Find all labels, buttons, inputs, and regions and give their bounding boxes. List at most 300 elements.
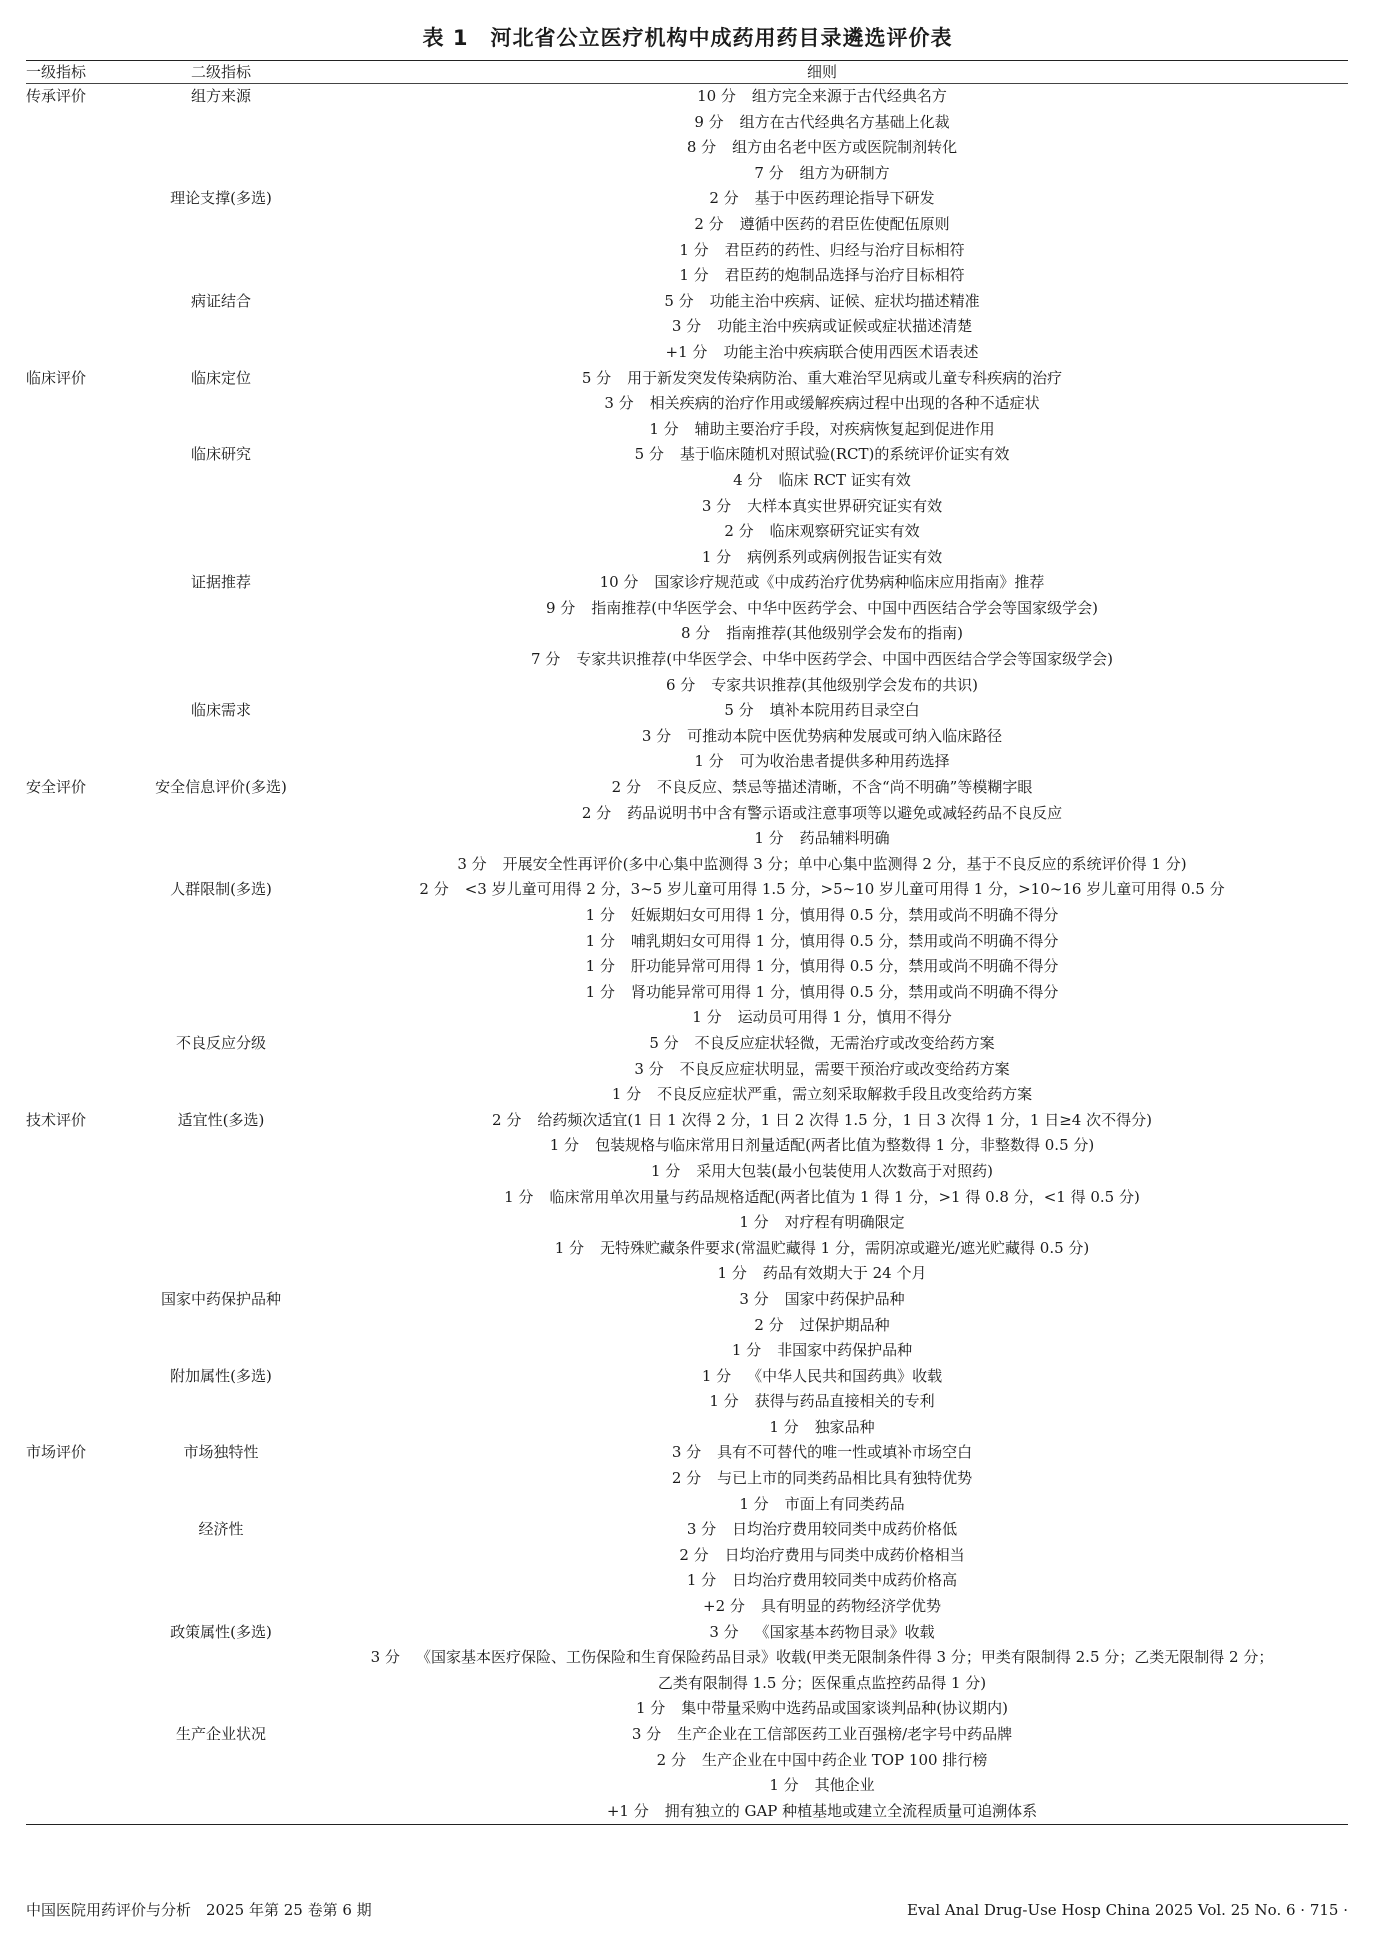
table-row <box>26 1594 1348 1620</box>
detail-cell <box>296 1287 1348 1313</box>
table-row <box>26 1313 1348 1339</box>
level1-cell: 安全评价 <box>26 778 87 797</box>
criterion-text: 集中带量采购中选药品或国家谈判品种(协议期内) <box>681 1699 1009 1718</box>
level2-cell: 证据推荐 <box>190 573 251 592</box>
score: 1 分 <box>650 1161 681 1180</box>
criterion-text: 用于新发突发传染病防治、重大难治罕见病或儿童专科疾病的治疗 <box>627 368 1063 387</box>
criterion-text: 功能主治中疾病联合使用西医术语表述 <box>723 342 979 361</box>
score: 2 分 <box>419 880 449 899</box>
level2-cell: 国家中药保护品种 <box>160 1289 281 1308</box>
table-row <box>26 724 1348 750</box>
level2-cell: 不良反应分级 <box>175 1033 266 1052</box>
table-row <box>26 1671 1348 1697</box>
level2-cell: 临床研究 <box>190 445 251 464</box>
table-row <box>26 826 1348 852</box>
table-row <box>26 1773 1348 1799</box>
score: 3 分 <box>457 854 487 873</box>
table-row <box>26 1133 1348 1159</box>
detail-cell <box>296 1338 1348 1364</box>
criterion-text: 获得与药品直接相关的专利 <box>754 1392 935 1411</box>
score: 9 分 <box>545 598 576 617</box>
criterion-text: 生产企业在中国中药企业 TOP 100 排行榜 <box>701 1750 988 1769</box>
table-row <box>26 903 1348 929</box>
level2-cell: 病证结合 <box>190 291 251 310</box>
score: 2 分 <box>694 214 724 233</box>
score: 1 分 <box>701 547 732 566</box>
criterion-text: 基于临床随机对照试验(RCT)的系统评价证实有效 <box>679 445 1010 464</box>
detail-cell <box>296 1466 1348 1492</box>
detail-cell <box>296 724 1348 750</box>
score: 1 分 <box>739 1213 769 1232</box>
table-row <box>26 1185 1348 1211</box>
table-row <box>26 596 1348 622</box>
detail-cell <box>296 366 1348 392</box>
criterion-text: 独家品种 <box>814 1417 875 1436</box>
detail-cell <box>296 1031 1348 1057</box>
criterion-text: 肝功能异常可用得 1 分，慎用得 0.5 分，禁用或尚不明确不得分 <box>630 957 1059 976</box>
evaluation-table <box>26 60 1348 1825</box>
table-row <box>26 749 1348 775</box>
detail-cell <box>296 749 1348 775</box>
criterion-text: 功能主治中疾病、证候、症状均描述精准 <box>709 291 980 310</box>
criterion-text: 指南推荐(中华医学会、中华中医药学会、中国中西医结合学会等国家级学会) <box>591 598 1099 617</box>
criterion-text: 药品说明书中含有警示语或注意事项等以避免或减轻药品不良反应 <box>627 803 1063 822</box>
detail-cell <box>296 698 1348 724</box>
score: +2 分 <box>703 1597 745 1616</box>
criterion-text: 专家共识推荐(其他级别学会发布的共识) <box>711 675 979 694</box>
table-row <box>26 1543 1348 1569</box>
score: 5 分 <box>724 701 754 720</box>
bottom-rule <box>26 1824 1348 1825</box>
table-row <box>26 673 1348 699</box>
level2-cell: 市场独特性 <box>183 1443 259 1462</box>
score: 3 分 <box>634 1059 664 1078</box>
criterion-text: 可推动本院中医优势病种发展或可纳入临床路径 <box>687 726 1003 745</box>
criterion-text: 具有不可替代的唯一性或填补市场空白 <box>717 1443 973 1462</box>
score: 8 分 <box>686 138 717 157</box>
score: 6 分 <box>665 675 696 694</box>
criterion-text: 药品有效期大于 24 个月 <box>762 1264 927 1283</box>
criterion-text: 包装规格与临床常用日剂量适配(两者比值为整数得 1 分，非整数得 0.5 分) <box>595 1136 1095 1155</box>
score: 5 分 <box>581 368 612 387</box>
criterion-text: 组方完全来源于古代经典名方 <box>751 87 947 105</box>
detail-cell <box>296 1568 1348 1594</box>
criterion-text: 乙类有限制得 1.5 分；医保重点监控药品得 1 分) <box>657 1673 987 1692</box>
table-row <box>26 1517 1348 1543</box>
detail-cell <box>296 289 1348 315</box>
table-row <box>26 1057 1348 1083</box>
detail-cell <box>296 263 1348 289</box>
detail-cell <box>296 186 1348 212</box>
detail-cell <box>296 494 1348 520</box>
table-row <box>26 1005 1348 1031</box>
score: 1 分 <box>585 931 615 950</box>
table-row <box>26 442 1348 468</box>
score: 3 分 <box>701 496 732 515</box>
score: 1 分 <box>585 957 615 976</box>
table-row <box>26 1261 1348 1287</box>
table-row <box>26 1364 1348 1390</box>
criterion-text: 组方在古代经典名方基础上化裁 <box>739 112 950 131</box>
score: +1 分 <box>606 1801 649 1820</box>
page-footer <box>26 1898 1348 1922</box>
criterion-text: 可为收治患者提供多种用药选择 <box>739 752 950 771</box>
score: 1 分 <box>694 752 724 771</box>
score: 9 分 <box>694 112 724 131</box>
criterion-text: 《国家基本药物目录》收载 <box>754 1622 935 1641</box>
table-row <box>26 647 1348 673</box>
criterion-text: 采用大包装(最小包装使用人次数高于对照药) <box>696 1161 994 1180</box>
score: 10 分 <box>697 87 736 105</box>
criterion-text: 指南推荐(其他级别学会发布的指南) <box>726 624 964 643</box>
score: 5 分 <box>649 1033 679 1052</box>
criterion-text: 国家中药保护品种 <box>784 1289 905 1308</box>
detail-cell <box>296 1517 1348 1543</box>
score: 1 分 <box>649 419 679 438</box>
detail-cell <box>296 775 1348 801</box>
table-row <box>26 1415 1348 1441</box>
detail-cell <box>296 1696 1348 1722</box>
journal-name-en-page: Eval Anal Drug-Use Hosp China 2025 Vol. 25 No. 6 · 715 · <box>907 1901 1348 1919</box>
criterion-text: 临床常用单次用量与药品规格适配(两者比值为 1 得 1 分，>1 得 0.8 分，<1 得 0.5 分) <box>549 1187 1140 1206</box>
score: +1 分 <box>665 342 708 361</box>
score: 1 分 <box>709 1392 739 1411</box>
level2-cell: 经济性 <box>198 1520 244 1539</box>
header-level1: 一级指标 <box>26 63 87 81</box>
criterion-text: 与已上市的同类药品相比具有独特优势 <box>717 1469 973 1488</box>
score: 3 分 <box>631 1725 662 1743</box>
criterion-text: 肾功能异常可用得 1 分，慎用得 0.5 分，禁用或尚不明确不得分 <box>630 982 1059 1001</box>
level1-cell: 临床评价 <box>26 368 87 387</box>
criterion-text: 具有明显的药物经济学优势 <box>760 1597 941 1616</box>
table-row <box>26 417 1348 443</box>
detail-cell <box>296 1313 1348 1339</box>
detail-cell <box>296 1620 1348 1646</box>
level2-cell: 安全信息评价(多选) <box>155 778 287 797</box>
detail-cell <box>296 1057 1348 1083</box>
table-row <box>26 263 1348 289</box>
table-row <box>26 698 1348 724</box>
detail-cell <box>296 1645 1348 1671</box>
score: 3 分 <box>370 1648 400 1667</box>
score: 10 分 <box>599 573 639 592</box>
detail-cell <box>296 84 1348 110</box>
criterion-text: 大样本真实世界研究证实有效 <box>747 496 943 515</box>
table-row <box>26 1031 1348 1057</box>
detail-cell <box>296 238 1348 264</box>
criterion-text: 不良反应症状轻微，无需治疗或改变给药方案 <box>694 1033 995 1052</box>
score: 1 分 <box>731 1341 762 1360</box>
score: 5 分 <box>664 291 694 310</box>
score: 2 分 <box>724 522 754 541</box>
criterion-text: 君臣药的炮制品选择与治疗目标相符 <box>724 266 965 285</box>
criterion-text: 给药频次适宜(1 日 1 次得 2 分，1 日 2 次得 1.5 分，1 日 3 次得 1 分，1 日≥4 次不得分) <box>537 1110 1152 1129</box>
criterion-text: 不良反应症状严重，需立刻采取解救手段且改变给药方案 <box>657 1085 1033 1104</box>
score: 1 分 <box>635 1699 666 1718</box>
criterion-text: 其他企业 <box>814 1776 875 1795</box>
detail-cell <box>296 110 1348 136</box>
detail-cell <box>296 1389 1348 1415</box>
table-row <box>26 570 1348 596</box>
criterion-text: 组方为研制方 <box>799 163 890 182</box>
score: 1 分 <box>679 266 709 285</box>
detail-cell <box>296 1236 1348 1262</box>
table-row <box>26 980 1348 1006</box>
detail-cell <box>296 954 1348 980</box>
detail-cell <box>296 340 1348 366</box>
table-row <box>26 1645 1348 1671</box>
level2-cell: 组方来源 <box>190 87 251 105</box>
detail-cell <box>296 1671 1348 1697</box>
level1-cell: 传承评价 <box>26 87 87 105</box>
table-row <box>26 110 1348 136</box>
score: 1 分 <box>585 982 615 1001</box>
score: 2 分 <box>679 1545 709 1564</box>
level2-cell: 临床需求 <box>190 701 251 720</box>
detail-cell <box>296 621 1348 647</box>
table-row <box>26 621 1348 647</box>
score: 3 分 <box>686 1520 717 1539</box>
criterion-text: 遵循中医药的君臣佐使配伍原则 <box>739 214 950 233</box>
criterion-text: 过保护期品种 <box>799 1315 890 1334</box>
detail-cell <box>296 1108 1348 1134</box>
score: 8 分 <box>680 624 711 643</box>
detail-cell <box>296 1159 1348 1185</box>
detail-cell <box>296 877 1348 903</box>
table-row <box>26 1082 1348 1108</box>
level2-cell: 政策属性(多选) <box>170 1622 272 1641</box>
criterion-text: 临床 RCT 证实有效 <box>778 470 911 489</box>
table-row <box>26 929 1348 955</box>
detail-cell <box>296 1594 1348 1620</box>
table-row <box>26 1620 1348 1646</box>
score: 7 分 <box>530 650 561 669</box>
header-level2: 二级指标 <box>190 63 251 81</box>
criterion-text: 日均治疗费用较同类中成药价格高 <box>732 1571 958 1590</box>
table-row <box>26 775 1348 801</box>
score: 1 分 <box>549 1136 580 1155</box>
score: 1 分 <box>701 1366 732 1385</box>
criterion-text: 《中华人民共和国药典》收载 <box>747 1366 943 1385</box>
table-row <box>26 1799 1348 1825</box>
score: 1 分 <box>739 1494 769 1513</box>
criterion-text: 病例系列或病例报告证实有效 <box>747 547 943 566</box>
criterion-text: 对疗程有明确限定 <box>784 1213 905 1232</box>
score: 3 分 <box>671 317 702 336</box>
table-row <box>26 161 1348 187</box>
detail-cell <box>296 1543 1348 1569</box>
table-row <box>26 84 1348 110</box>
table-row <box>26 186 1348 212</box>
criterion-text: 生产企业在工信部医药工业百强榜/老字号中药品牌 <box>677 1725 1013 1743</box>
table-row <box>26 1159 1348 1185</box>
detail-cell <box>296 647 1348 673</box>
detail-cell <box>296 1773 1348 1799</box>
criterion-text: 市面上有同类药品 <box>784 1494 905 1513</box>
score: 2 分 <box>671 1469 702 1488</box>
score: 2 分 <box>754 1315 784 1334</box>
table-row <box>26 1722 1348 1748</box>
column-header-row <box>26 61 1348 83</box>
criterion-text: 相关疾病的治疗作用或缓解疾病过程中出现的各种不适症状 <box>649 394 1040 413</box>
criterion-text: 日均治疗费用较同类中成药价格低 <box>732 1520 958 1539</box>
criterion-text: 基于中医药理论指导下研发 <box>754 189 935 208</box>
score: 1 分 <box>504 1187 534 1206</box>
criterion-text: 不良反应、禁忌等描述清晰，不含“尚不明确”等模糊字眼 <box>656 778 1033 797</box>
criterion-text: 辅助主要治疗手段，对疾病恢复起到促进作用 <box>694 419 995 438</box>
score: 3 分 <box>604 394 634 413</box>
detail-cell <box>296 391 1348 417</box>
score: 7 分 <box>754 163 784 182</box>
score: 3 分 <box>671 1443 702 1462</box>
criterion-text: 开展安全性再评价(多中心集中监测得 3 分；单中心集中监测得 2 分，基于不良反应的系统评价得 1 分) <box>502 854 1187 873</box>
table-row <box>26 1108 1348 1134</box>
table-row <box>26 314 1348 340</box>
score: 2 分 <box>709 189 739 208</box>
table-row <box>26 135 1348 161</box>
detail-cell <box>296 1415 1348 1441</box>
score: 2 分 <box>492 1110 522 1129</box>
detail-cell <box>296 442 1348 468</box>
detail-cell <box>296 852 1348 878</box>
level1-cell: 市场评价 <box>26 1443 87 1462</box>
detail-cell <box>296 1748 1348 1774</box>
table-title: 表 1 河北省公立医疗机构中成药用药目录遴选评价表 <box>422 26 953 50</box>
detail-cell <box>296 1005 1348 1031</box>
table-row <box>26 877 1348 903</box>
detail-cell <box>296 1133 1348 1159</box>
detail-cell <box>296 673 1348 699</box>
table-row <box>26 1236 1348 1262</box>
criterion-text: 妊娠期妇女可用得 1 分，慎用得 0.5 分，禁用或尚不明确不得分 <box>630 906 1059 924</box>
detail-cell <box>296 1492 1348 1518</box>
score: 1 分 <box>611 1085 642 1104</box>
table-row <box>26 340 1348 366</box>
criterion-text: 功能主治中疾病或证候或症状描述清楚 <box>717 317 973 336</box>
table-row <box>26 519 1348 545</box>
table-row <box>26 1492 1348 1518</box>
criterion-text: 哺乳期妇女可用得 1 分，慎用得 0.5 分，禁用或尚不明确不得分 <box>630 931 1059 950</box>
detail-cell <box>296 545 1348 571</box>
detail-cell <box>296 212 1348 238</box>
score: 4 分 <box>733 470 763 489</box>
table-row <box>26 1287 1348 1313</box>
table-row <box>26 391 1348 417</box>
criterion-text: 专家共识推荐(中华医学会、中华中医药学会、中国中西医结合学会等国家级学会) <box>576 650 1114 669</box>
criterion-text: 临床观察研究证实有效 <box>769 522 920 541</box>
score: 3 分 <box>709 1622 739 1641</box>
detail-cell <box>296 1185 1348 1211</box>
table-row <box>26 801 1348 827</box>
score: 2 分 <box>611 778 641 797</box>
level2-cell: 附加属性(多选) <box>170 1366 272 1385</box>
score: 1 分 <box>769 1776 799 1795</box>
level2-cell: 临床定位 <box>190 368 251 387</box>
table-row <box>26 238 1348 264</box>
table-row <box>26 1440 1348 1466</box>
table-row <box>26 852 1348 878</box>
table-row <box>26 954 1348 980</box>
detail-cell <box>296 1722 1348 1748</box>
detail-cell <box>296 1082 1348 1108</box>
score: 3 分 <box>641 726 672 745</box>
detail-cell <box>296 519 1348 545</box>
detail-cell <box>296 801 1348 827</box>
table-row <box>26 494 1348 520</box>
level2-cell: 适宜性(多选) <box>177 1110 265 1129</box>
criterion-text: 非国家中药保护品种 <box>777 1341 913 1360</box>
detail-cell <box>296 903 1348 929</box>
table-row <box>26 366 1348 392</box>
detail-cell <box>296 929 1348 955</box>
level2-cell: 理论支撑(多选) <box>170 189 272 208</box>
detail-cell <box>296 570 1348 596</box>
score: 1 分 <box>717 1264 747 1283</box>
level1-cell: 技术评价 <box>26 1110 87 1129</box>
criterion-text: 无特殊贮藏条件要求(常温贮藏得 1 分，需阴凉或避光/遮光贮藏得 0.5 分) <box>600 1238 1090 1257</box>
detail-cell <box>296 1210 1348 1236</box>
detail-cell <box>296 468 1348 494</box>
criterion-text: 君臣药的药性、归经与治疗目标相符 <box>724 240 965 259</box>
journal-name-cn: 中国医院用药评价与分析 2025 年第 25 卷第 6 期 <box>26 1901 372 1919</box>
criterion-text: 日均治疗费用与同类中成药价格相当 <box>724 1545 965 1564</box>
score: 2 分 <box>656 1750 686 1769</box>
detail-cell <box>296 980 1348 1006</box>
table-row <box>26 468 1348 494</box>
criterion-text: 填补本院用药目录空白 <box>769 701 920 720</box>
table-row <box>26 1389 1348 1415</box>
table-row <box>26 1466 1348 1492</box>
table-row <box>26 212 1348 238</box>
table-row <box>26 1696 1348 1722</box>
table-row <box>26 1338 1348 1364</box>
table-body <box>26 84 1348 1824</box>
score: 1 分 <box>692 1008 722 1027</box>
detail-cell <box>296 1440 1348 1466</box>
table-row <box>26 1748 1348 1774</box>
criterion-text: 不良反应症状明显，需要干预治疗或改变给药方案 <box>679 1059 1010 1078</box>
table-row <box>26 1210 1348 1236</box>
level2-cell: 人群限制(多选) <box>170 880 272 899</box>
score: 5 分 <box>634 445 664 464</box>
detail-cell <box>296 1261 1348 1287</box>
score: 1 分 <box>769 1417 799 1436</box>
detail-cell <box>296 135 1348 161</box>
score: 2 分 <box>581 803 612 822</box>
score: 1 分 <box>679 240 709 259</box>
detail-cell <box>296 596 1348 622</box>
level2-cell: 生产企业状况 <box>175 1725 266 1743</box>
criterion-text: 《国家基本医疗保险、工伤保险和生育保险药品目录》收载(甲类无限制条件得 3 分；甲类有限制得 2.5 分；乙类无限制得 2 分； <box>415 1648 1274 1667</box>
score: 1 分 <box>754 829 784 848</box>
criterion-text: <3 岁儿童可用得 2 分，3~5 岁儿童可用得 1.5 分，>5~10 岁儿童可用得 1 分，>10~16 岁儿童可用得 0.5 分 <box>464 880 1225 899</box>
detail-cell <box>296 417 1348 443</box>
score: 1 分 <box>585 906 615 924</box>
score: 3 分 <box>739 1289 769 1308</box>
score: 1 分 <box>686 1571 717 1590</box>
table-row <box>26 289 1348 315</box>
criterion-text: 药品辅料明确 <box>799 829 890 848</box>
table-row <box>26 1568 1348 1594</box>
table-row <box>26 545 1348 571</box>
header-detail: 细则 <box>806 63 837 81</box>
criterion-text: 组方由名老中医方或医院制剂转化 <box>732 138 958 157</box>
criterion-text: 国家诊疗规范或《中成药治疗优势病种临床应用指南》推荐 <box>654 573 1045 592</box>
detail-cell <box>296 1799 1348 1825</box>
detail-cell <box>296 1364 1348 1390</box>
detail-cell <box>296 314 1348 340</box>
criterion-text: 拥有独立的 GAP 种植基地或建立全流程质量可追溯体系 <box>664 1801 1038 1820</box>
